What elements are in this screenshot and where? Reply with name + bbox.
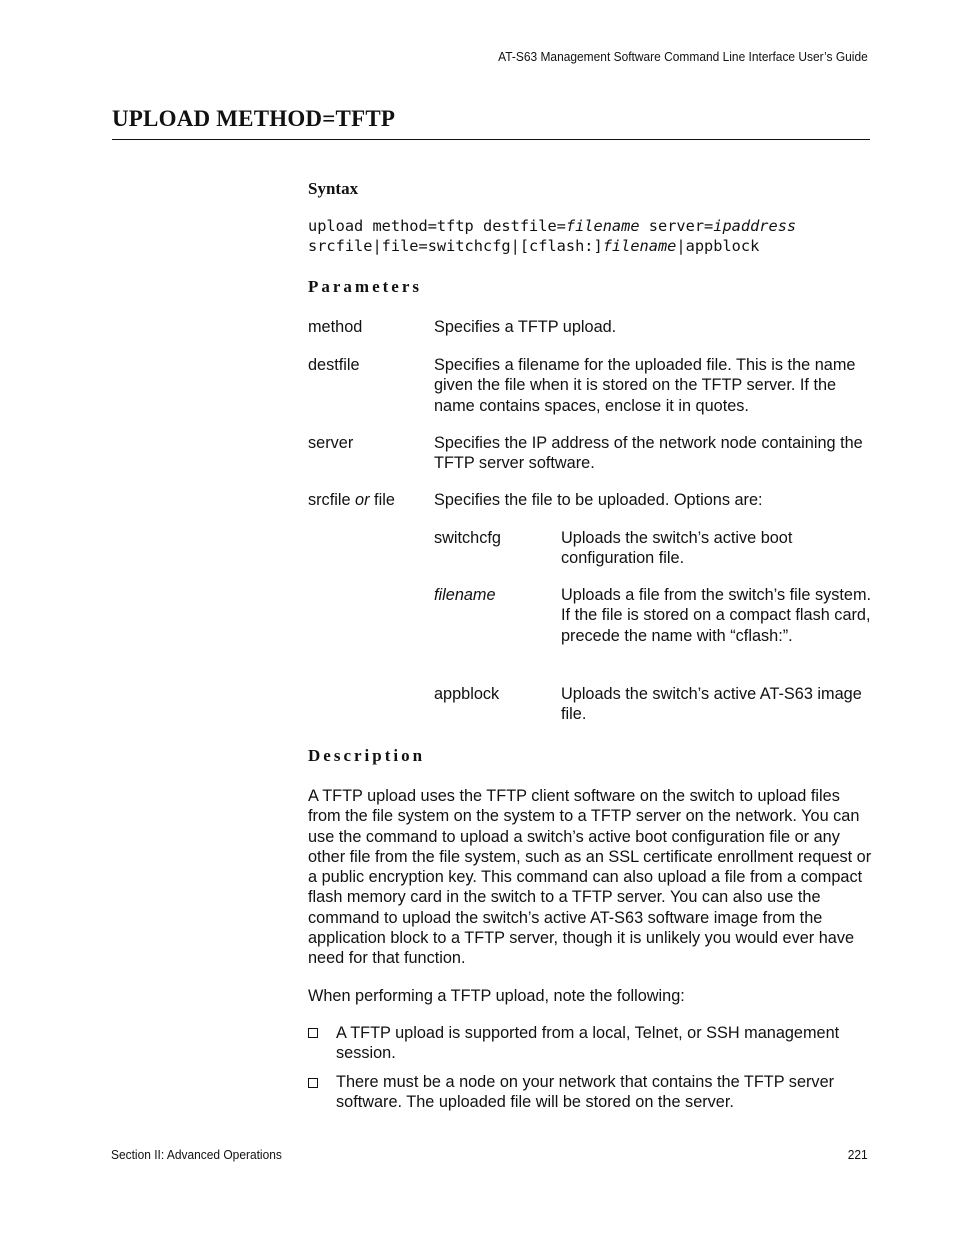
syntax-placeholder-filename: filename: [565, 217, 640, 235]
page-number: 221: [848, 1147, 868, 1162]
syntax-line-2: [308, 236, 759, 256]
param-desc-method: Specifies a TFTP upload.: [434, 318, 617, 336]
option-name-appblock: appblock: [434, 685, 500, 703]
param-name-method: method: [308, 318, 363, 336]
syntax-placeholder-ipaddress: ipaddress: [713, 217, 797, 235]
param-desc-srcfile: Specifies the file to be uploaded. Options are:: [434, 491, 763, 509]
syntax-placeholder-filename: filename: [602, 237, 677, 255]
syntax-seg: upload method=tftp destfile=: [308, 217, 566, 235]
option-desc-filename: Uploads a file from the switch’s file system. If the file is stored on a compact flash card, precede the name with “cflash:”.: [561, 586, 872, 645]
description-paragraph: A TFTP upload uses the TFTP client software on the switch to upload files from the file system on the system to a TFTP server on the network. You can use the command to upload a switch’s active boot configuration file or any other file from the file system, such as an SSL certificate enrollment request or a public encryption key. This command can also upload a file from a compact flash memory card in the switch to a TFTP server. You can also use the command to upload the switch’s active AT-S63 software image from the application block to a TFTP server, though it is unlikely you would ever have need for that function.: [308, 787, 872, 968]
footer-section: Section II: Advanced Operations: [111, 1147, 282, 1162]
option-desc-appblock: Uploads the switch’s active AT-S63 image file.: [561, 685, 862, 724]
param-name-or: or: [355, 491, 370, 509]
param-name-destfile: destfile: [308, 356, 360, 374]
bullet-item: A TFTP upload is supported from a local, Telnet, or SSH management session.: [336, 1024, 840, 1063]
param-name-part: srcfile: [308, 491, 356, 509]
title-rule: [112, 139, 870, 140]
syntax-heading: Syntax: [308, 179, 359, 198]
param-desc-destfile: Specifies a filename for the uploaded file. This is the name given the file when it is stored on the TFTP server. If the name contains spaces, enclose it in quotes.: [434, 356, 856, 415]
parameters-heading: Parameters: [308, 277, 423, 296]
checkbox-bullet-icon: [308, 1078, 318, 1088]
syntax-seg: srcfile|file=switchcfg|[cflash:]: [308, 237, 603, 255]
bullet-item: There must be a node on your network that contains the TFTP server software. The uploaded file will be stored on the server.: [336, 1073, 835, 1112]
page-title: UPLOAD METHOD=TFTP: [112, 106, 396, 131]
param-name-server: server: [308, 434, 354, 452]
param-name-part: file: [369, 491, 395, 509]
checkbox-bullet-icon: [308, 1028, 318, 1038]
param-name-srcfile: [308, 490, 395, 510]
option-desc-switchcfg: Uploads the switch’s active boot configuration file.: [561, 529, 793, 568]
syntax-seg: server=: [639, 217, 714, 235]
description-note-intro: When performing a TFTP upload, note the following:: [308, 987, 685, 1005]
param-desc-server: Specifies the IP address of the network node containing the TFTP server software.: [434, 434, 863, 473]
description-heading: Description: [308, 746, 426, 765]
syntax-seg: |appblock: [676, 237, 760, 255]
syntax-line-1: [308, 216, 796, 236]
option-name-switchcfg: switchcfg: [434, 529, 501, 547]
option-name-filename: filename: [434, 586, 496, 604]
running-header: AT-S63 Management Software Command Line Interface User’s Guide: [498, 49, 868, 64]
